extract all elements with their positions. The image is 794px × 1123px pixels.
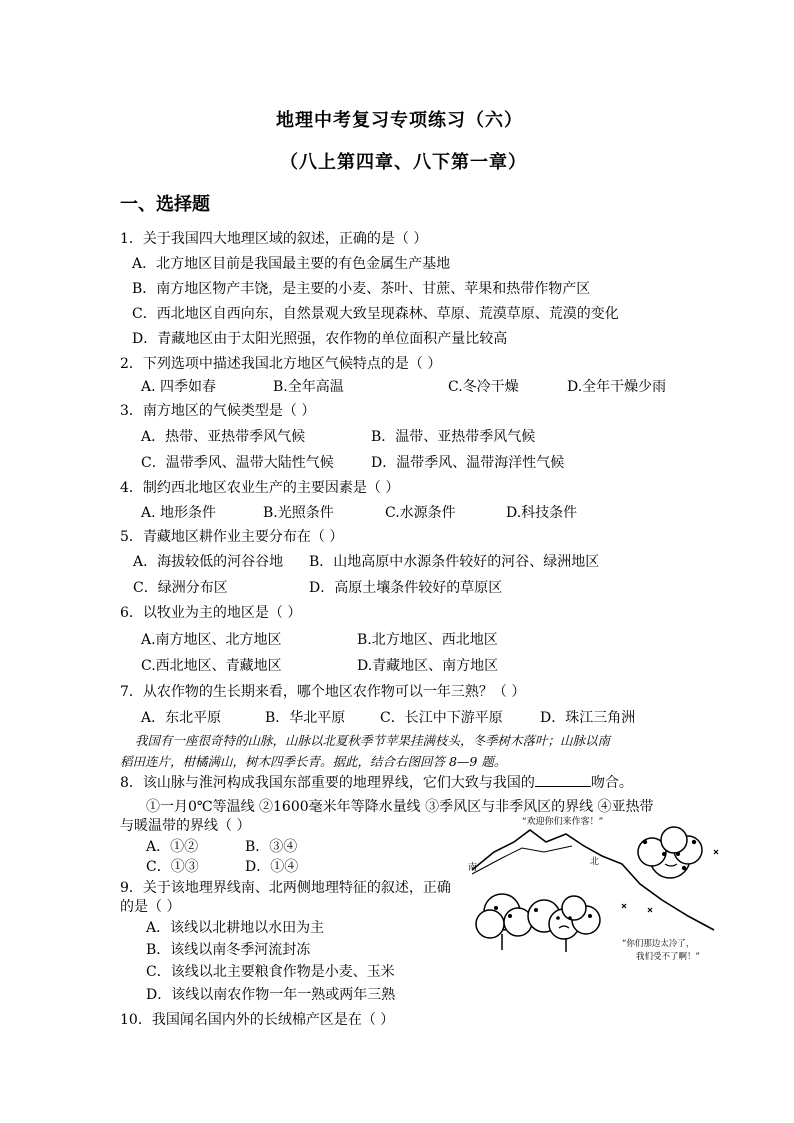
speech-bubble-cold-1: “你们那边太冷了， xyxy=(622,939,695,949)
question-7-option-d: D．珠江三角洲 xyxy=(540,710,636,726)
question-3-option-a: A．热带、亚热带季风气候 xyxy=(141,429,306,445)
question-8-option-c: C．①③ xyxy=(146,859,199,875)
question-2-option-d: D.全年干燥少雨 xyxy=(567,379,667,395)
question-6-stem: 6．以牧业为主的地区是（ ） xyxy=(120,605,302,621)
question-5-option-d: D．高原土壤条件较好的草原区 xyxy=(309,580,503,596)
question-5-option-a: A．海拔较低的河谷谷地 xyxy=(133,554,284,570)
question-4-option-d: D.科技条件 xyxy=(506,505,578,521)
question-2-option-c: C.冬冷干燥 xyxy=(448,379,519,395)
question-9-stem-continued: 的是（ ） xyxy=(120,899,181,915)
question-3-option-c: C．温带季风、温带大陆性气候 xyxy=(141,455,334,471)
page-subtitle: （八上第四章、八下第一章） xyxy=(280,152,527,173)
question-8-statements-continued: 与暖温带的界线（ ） xyxy=(120,818,251,834)
question-4-option-a: A. 地形条件 xyxy=(141,505,217,521)
mountain-boundary-illustration xyxy=(462,812,730,964)
answer-blank xyxy=(535,774,591,787)
question-3-stem: 3．南方地区的气候类型是（ ） xyxy=(120,403,316,419)
question-2-stem: 2．下列选项中描述我国北方地区气候特点的是（ ） xyxy=(120,356,442,372)
question-9-stem: 9．关于该地理界线南、北两侧地理特征的叙述，正确 xyxy=(120,880,451,896)
question-2-option-a: A. 四季如春 xyxy=(141,379,217,395)
question-2-option-b: B.全年高温 xyxy=(273,379,344,395)
label-north: 北 xyxy=(590,857,600,867)
question-6-option-b: B.北方地区、西北地区 xyxy=(357,632,498,648)
question-4-option-b: B.光照条件 xyxy=(263,505,334,521)
question-7-option-c: C．长江中下游平原 xyxy=(380,710,503,726)
question-1-stem: 1．关于我国四大地理区域的叙述，正确的是（ ） xyxy=(120,231,428,247)
question-3-option-b: B．温带、亚热带季风气候 xyxy=(371,429,536,445)
question-4-option-c: C.水源条件 xyxy=(385,505,456,521)
question-3-option-d: D．温带季风、温带海洋性气候 xyxy=(371,455,565,471)
question-9-option-a: A．该线以北耕地以水田为主 xyxy=(146,920,325,936)
question-6-option-d: D.青藏地区、南方地区 xyxy=(357,658,499,674)
question-5-option-b: B．山地高原中水源条件较好的河谷、绿洲地区 xyxy=(309,554,600,570)
speech-bubble-cold-2: 我们受不了啊！” xyxy=(636,952,700,962)
question-6-option-c: C.西北地区、青藏地区 xyxy=(141,658,282,674)
passage-line-1: 我国有一座很奇特的山脉，山脉以北夏秋季节苹果挂满枝头，冬季树木落叶；山脉以南 xyxy=(135,733,611,748)
question-1-option-c: C．西北地区自西向东，自然景观大致呈现森林、草原、荒漠草原、荒漠的变化 xyxy=(132,306,619,322)
section-heading: 一、选择题 xyxy=(120,194,210,215)
south-trees-icon xyxy=(476,894,600,952)
question-7-option-a: A．东北平原 xyxy=(141,710,222,726)
question-9-option-b: B．该线以南冬季河流封冻 xyxy=(146,942,311,958)
label-south: 南 xyxy=(468,863,478,873)
question-8-stem xyxy=(120,772,633,792)
speech-bubble-welcome: “欢迎你们来作客！” xyxy=(522,817,604,827)
question-8-option-b: B．③④ xyxy=(245,839,298,855)
passage-line-2: 稻田连片，柑橘满山，树木四季长青。据此，结合右图回答 8—9 题。 xyxy=(120,754,507,769)
question-9-option-c: C．该线以北主要粮食作物是小麦、玉米 xyxy=(146,964,395,980)
question-1-option-b: B．南方地区物产丰饶，是主要的小麦、茶叶、甘蔗、苹果和热带作物产区 xyxy=(132,281,591,297)
question-7-stem: 7．从农作物的生长期来看，哪个地区农作物可以一年三熟？（ ） xyxy=(120,684,526,700)
question-8-option-a: A．①② xyxy=(146,839,199,855)
question-8-stem-part2: 吻合。 xyxy=(590,775,633,791)
question-8-option-d: D．①④ xyxy=(245,859,299,875)
question-10-stem: 10．我国闻名国内外的长绒棉产区是在（ ） xyxy=(120,1012,395,1028)
question-5-option-c: C．绿洲分布区 xyxy=(133,580,228,596)
question-6-option-a: A.南方地区、北方地区 xyxy=(141,632,282,648)
question-8-stem-part1: 8．该山脉与淮河构成我国东部重要的地理界线，它们大致与我国的 xyxy=(120,775,535,791)
question-5-stem: 5．青藏地区耕作业主要分布在（ ） xyxy=(120,529,344,545)
page-title: 地理中考复习专项练习（六） xyxy=(276,110,523,131)
question-1-option-d: D．青藏地区由于太阳光照强，农作物的单位面积产量比较高 xyxy=(132,331,508,347)
question-9-option-d: D．该线以南农作物一年一熟或两年三熟 xyxy=(146,987,396,1003)
question-1-option-a: A．北方地区目前是我国最主要的有色金属生产基地 xyxy=(132,256,451,272)
question-8-statements: ①一月0℃等温线 ②1600毫米年等降水量线 ③季风区与非季风区的界线 ④亚热带 xyxy=(146,799,654,815)
north-tree-icon xyxy=(638,827,702,878)
question-4-stem: 4．制约西北地区农业生产的主要因素是（ ） xyxy=(120,480,400,496)
question-7-option-b: B．华北平原 xyxy=(265,710,346,726)
